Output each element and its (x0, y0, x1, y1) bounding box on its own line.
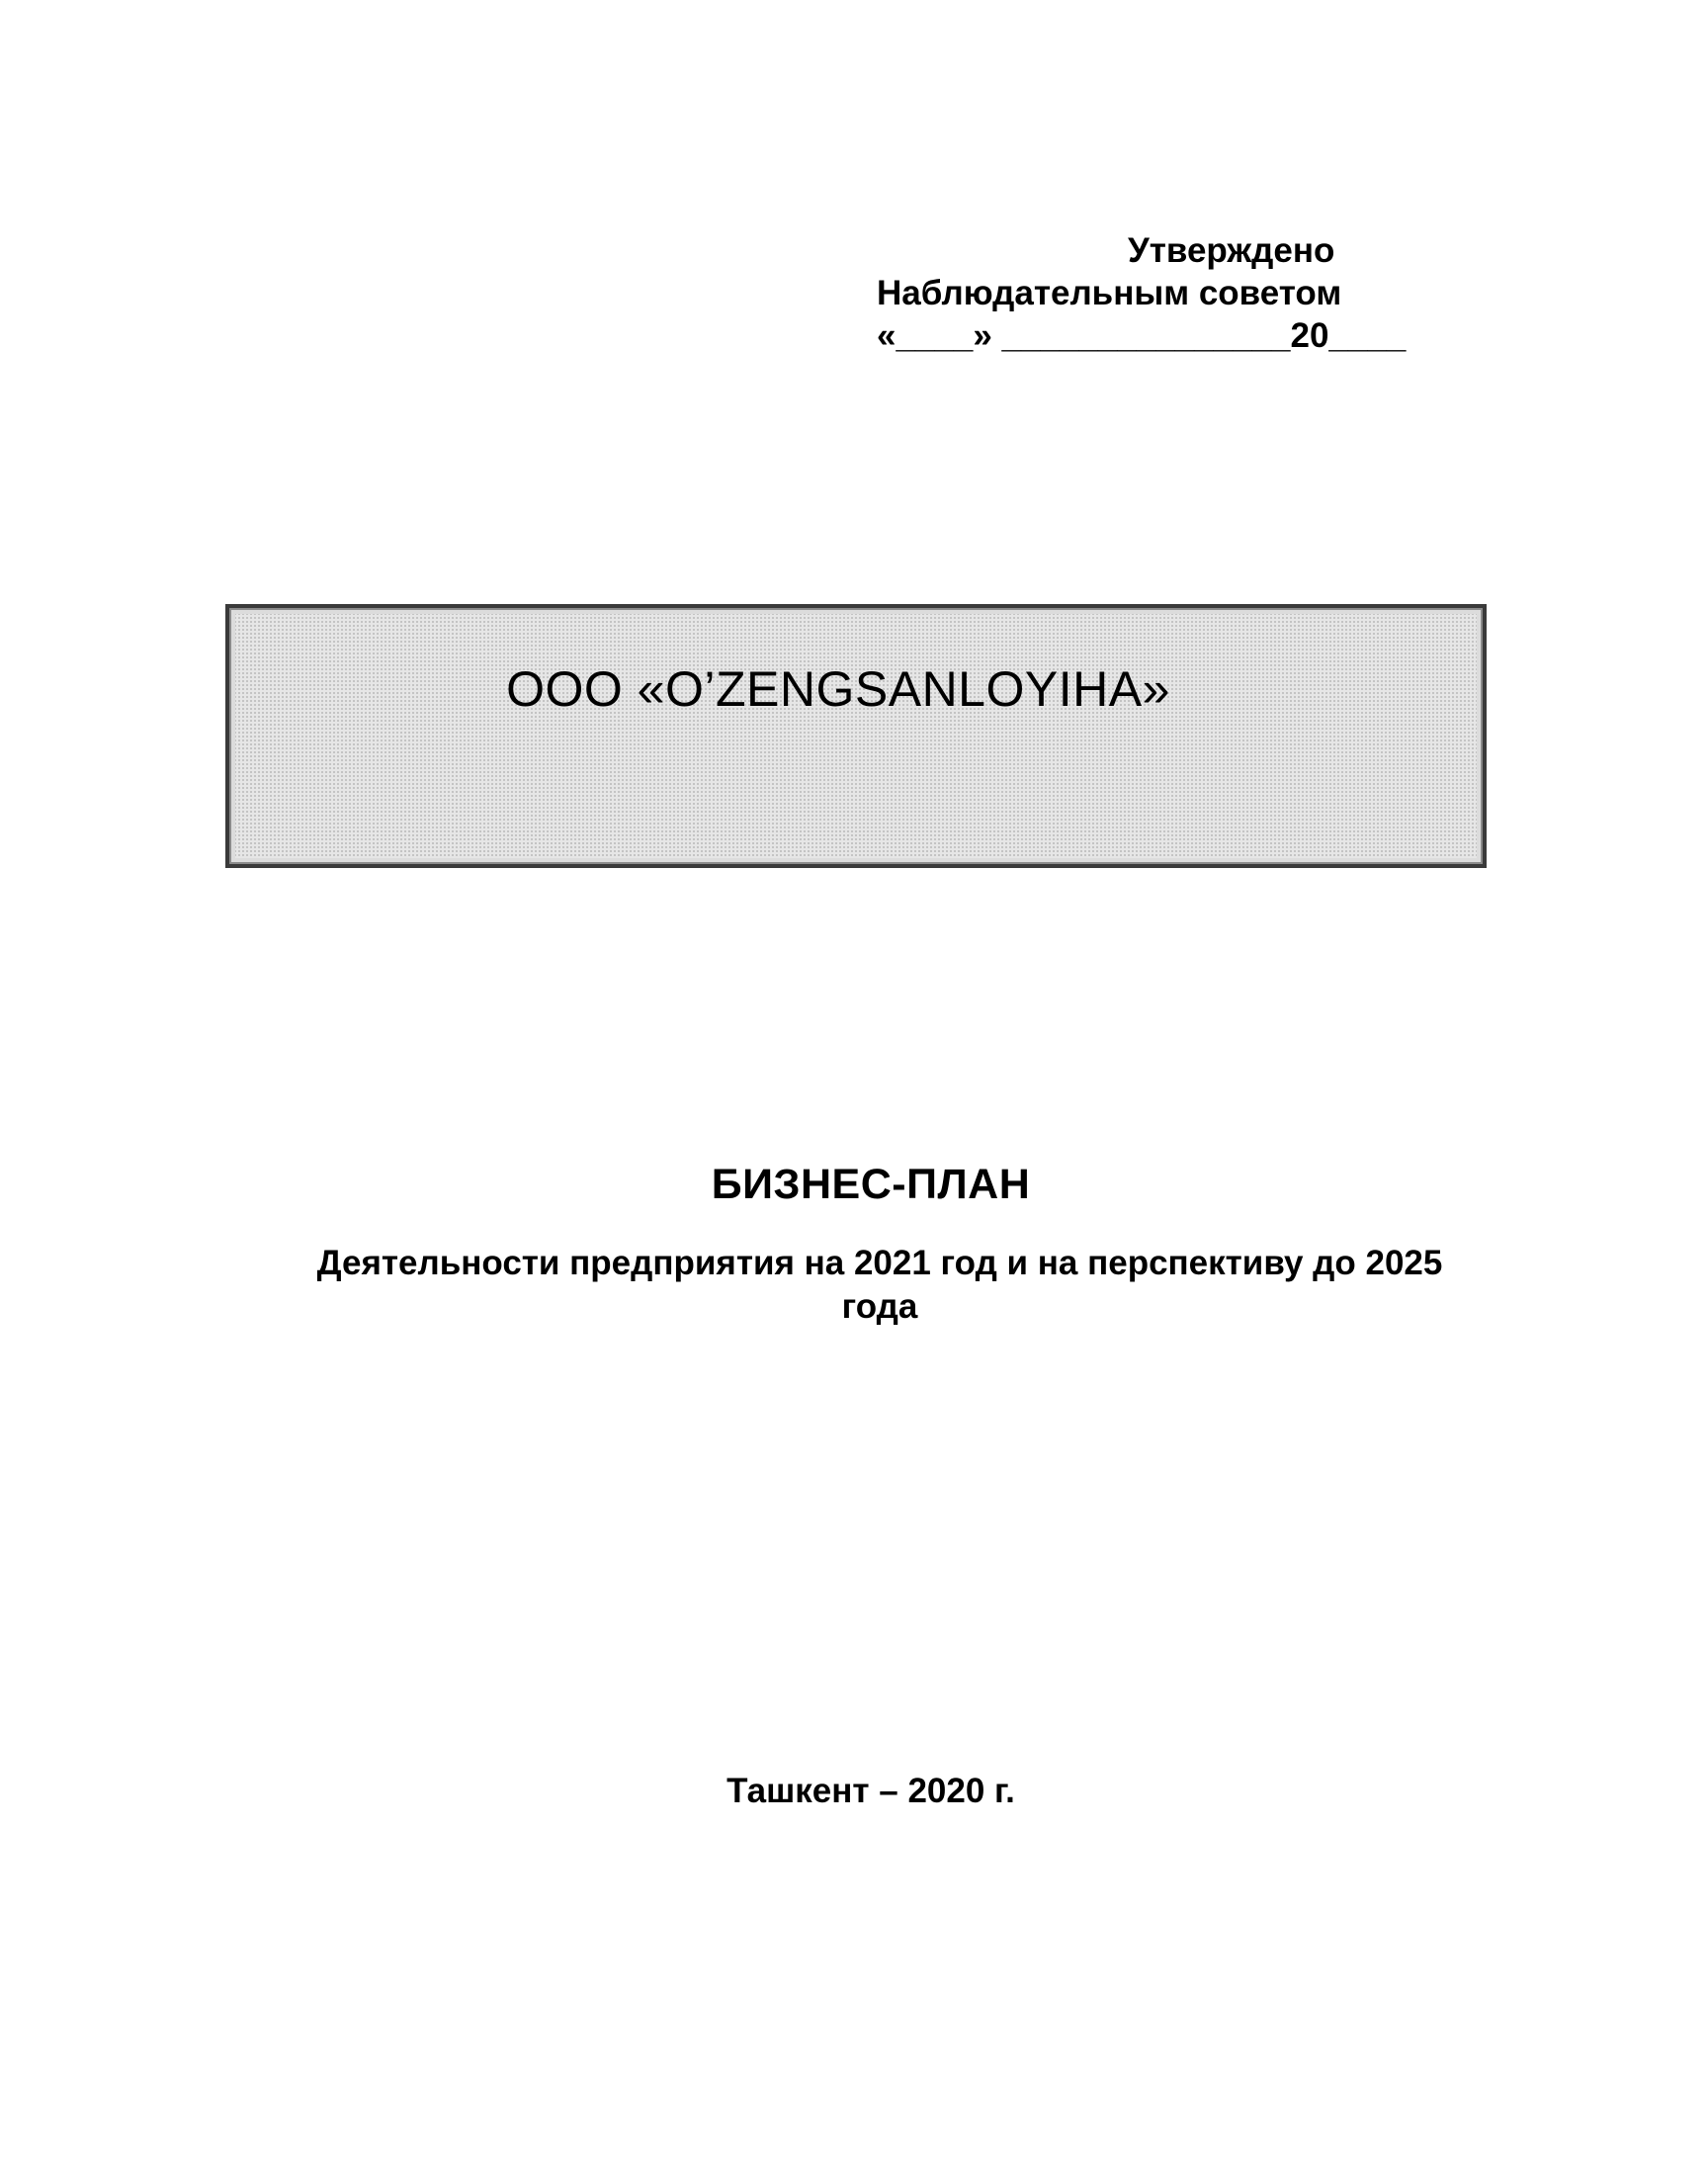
approval-date-line: «____» _______________20____ (877, 316, 1407, 355)
approval-title: Утверждено (1128, 231, 1335, 270)
place-and-year: Ташкент – 2020 г. (726, 1772, 1015, 1810)
document-subtitle: Деятельности предприятия на 2021 год и на перспективу до 2025 года (316, 1244, 1443, 1326)
company-name-box (225, 604, 1487, 868)
approval-authority: Наблюдательным советом (877, 274, 1342, 312)
approval-block (877, 229, 1470, 357)
company-name: ООО «O’ZENGSANLOYIHA» (506, 661, 1170, 717)
document-type-title: БИЗНЕС-ПЛАН (711, 1161, 1031, 1208)
